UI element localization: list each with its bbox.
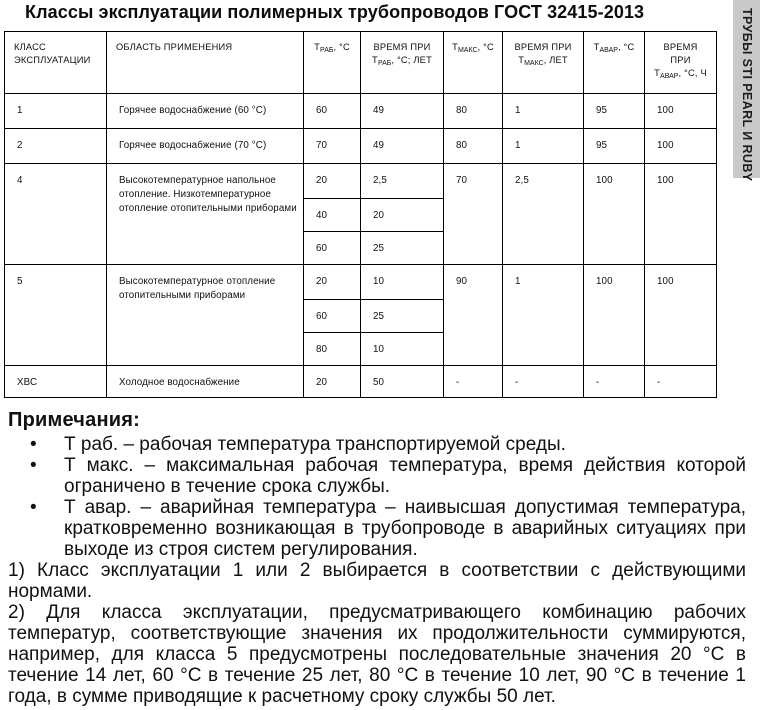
header-cell-trab [304, 32, 361, 94]
cell-tavar: 95 [584, 129, 645, 164]
table-row [5, 265, 717, 300]
cell-tmax: 80 [444, 94, 503, 129]
notes-heading: Примечания: [8, 409, 140, 431]
cell-class: 4 [5, 164, 107, 265]
page-title: Классы эксплуатации полимерных трубопроводов ГОСТ 32415-2013 [25, 2, 645, 22]
header-line: ТРАБ, °С [314, 42, 350, 54]
subscript: РАБ [377, 59, 392, 67]
cell-tavar-time: 100 [645, 265, 717, 366]
subscript: АВАР [599, 46, 618, 54]
header-line: ТАВАР, °С [593, 42, 635, 54]
side-tab [733, 0, 760, 182]
cell-trab: 60 [304, 94, 361, 129]
cell-trab-time: 25 [361, 300, 444, 333]
cell-class: ХВС [5, 366, 107, 398]
cell-tavar-time: 100 [645, 129, 717, 164]
table-row [5, 164, 717, 199]
cell-trab-time: 10 [361, 265, 444, 300]
cell-trab: 20 [304, 265, 361, 300]
subscript: МАКС [457, 46, 478, 54]
note-bullet-item [8, 434, 746, 455]
cell-tavar-time: 100 [645, 94, 717, 129]
subscript: РАБ [320, 46, 334, 54]
bullet-glyph: • [30, 455, 37, 476]
cell-tmax: 70 [444, 164, 503, 265]
header-line: ТМАКС, ЛЕТ [518, 55, 568, 67]
cell-area: Горячее водоснабжение (60 °С) [107, 94, 304, 129]
cell-tavar: 100 [584, 164, 645, 265]
cell-trab-time: 2,5 [361, 164, 444, 199]
header-line: ТАВАР, °С, Ч [654, 68, 707, 80]
header-row [5, 32, 717, 94]
table-row [5, 129, 717, 164]
header-line: ТМАКС, °С [452, 42, 494, 54]
subscript: МАКС [524, 59, 544, 67]
header-cell-tavar-time [645, 32, 717, 94]
notes-section [8, 409, 746, 707]
table-header [5, 32, 717, 94]
header-cell-class [5, 32, 107, 94]
note-bullet-item [8, 497, 746, 560]
cell-trab: 20 [304, 164, 361, 199]
cell-tavar-time: 100 [645, 164, 717, 265]
cell-trab: 20 [304, 366, 361, 398]
note-numbered-item: 1) Класс эксплуатации 1 или 2 выбирается в соответствии с действующими нормами. [8, 560, 746, 602]
cell-tmax-time: 2,5 [503, 164, 584, 265]
cell-trab: 80 [304, 333, 361, 366]
note-text: Т раб. – рабочая температура транспортируемой среды. [64, 434, 566, 455]
side-tab-label: ТРУБЫ STI PEARL И RUBY [740, 8, 754, 182]
bullet-glyph: • [30, 434, 37, 455]
notes-list [8, 434, 746, 707]
cell-tmax-time: 1 [503, 94, 584, 129]
header-cell-tmax [444, 32, 503, 94]
header-cell-trab-time [361, 32, 444, 94]
header-cell-tmax-time [503, 32, 584, 94]
note-bullet-item [8, 455, 746, 497]
cell-trab: 40 [304, 199, 361, 232]
cell-tmax-time: - [503, 366, 584, 398]
cell-area: Горячее водоснабжение (70 °С) [107, 129, 304, 164]
cell-tmax: - [444, 366, 503, 398]
header-line: КЛАСС [14, 42, 46, 52]
cell-trab-time: 50 [361, 366, 444, 398]
header-line: ВРЕМЯ [663, 42, 698, 52]
table-row [5, 366, 717, 398]
cell-trab-time: 25 [361, 232, 444, 265]
cell-tavar-time: - [645, 366, 717, 398]
table-body [5, 94, 717, 398]
note-text: Т авар. – аварийная температура – наивысшая допустимая температура, кратковременно возникающая в трубопроводе в аварийных ситуациях при выходе из строя систем регулирования. [64, 497, 746, 560]
cell-area: Холодное водоснабжение [107, 366, 304, 398]
cell-tmax: 80 [444, 129, 503, 164]
header-line: ОБЛАСТЬ ПРИМЕНЕНИЯ [116, 42, 233, 52]
header-line: ВРЕМЯ ПРИ [373, 42, 431, 52]
cell-tavar: 100 [584, 265, 645, 366]
note-numbered-item: 2) Для класса эксплуатации, предусматривающего комбинацию рабочих температур, соответствующие значения их продолжительности суммируются, например, для класса 5 предусмотрены последовательные значения 20 °С в течение 14 лет, 60 °С в течение 25 лет, 80 °С в течение 10 лет, 90 °С в течение 1 года, в сумме приводящие к расчетному сроку службы 50 лет. [8, 602, 746, 707]
header-line: ЭКСПЛУАТАЦИИ [14, 55, 91, 66]
cell-tmax-time: 1 [503, 129, 584, 164]
cell-trab: 60 [304, 232, 361, 265]
header-cell-area [107, 32, 304, 94]
table-row [5, 94, 717, 129]
cell-tavar: - [584, 366, 645, 398]
cell-trab-time: 10 [361, 333, 444, 366]
header-line: ПРИ [670, 55, 691, 66]
cell-class: 1 [5, 94, 107, 129]
cell-class: 2 [5, 129, 107, 164]
note-text: Т макс. – максимальная рабочая температура, время действия которой ограничено в течение срока службы. [64, 455, 746, 497]
cell-tmax-time: 1 [503, 265, 584, 366]
cell-area: Высокотемпературное напольное отопление. Низкотемпературное отопление отопительными приборами [107, 164, 304, 265]
cell-trab: 70 [304, 129, 361, 164]
header-line: ТРАБ, °С; ЛЕТ [372, 55, 432, 67]
header-cell-tavar [584, 32, 645, 94]
header-line: ВРЕМЯ ПРИ [514, 42, 572, 52]
cell-trab-time: 49 [361, 94, 444, 129]
cell-tavar: 95 [584, 94, 645, 129]
cell-trab-time: 49 [361, 129, 444, 164]
subscript: АВАР [660, 72, 679, 80]
operation-classes-table [4, 31, 717, 398]
cell-area: Высокотемпературное отопление отопительными приборами [107, 265, 304, 366]
bullet-glyph: • [30, 497, 37, 518]
cell-class: 5 [5, 265, 107, 366]
cell-trab-time: 20 [361, 199, 444, 232]
cell-tmax: 90 [444, 265, 503, 366]
cell-trab: 60 [304, 300, 361, 333]
